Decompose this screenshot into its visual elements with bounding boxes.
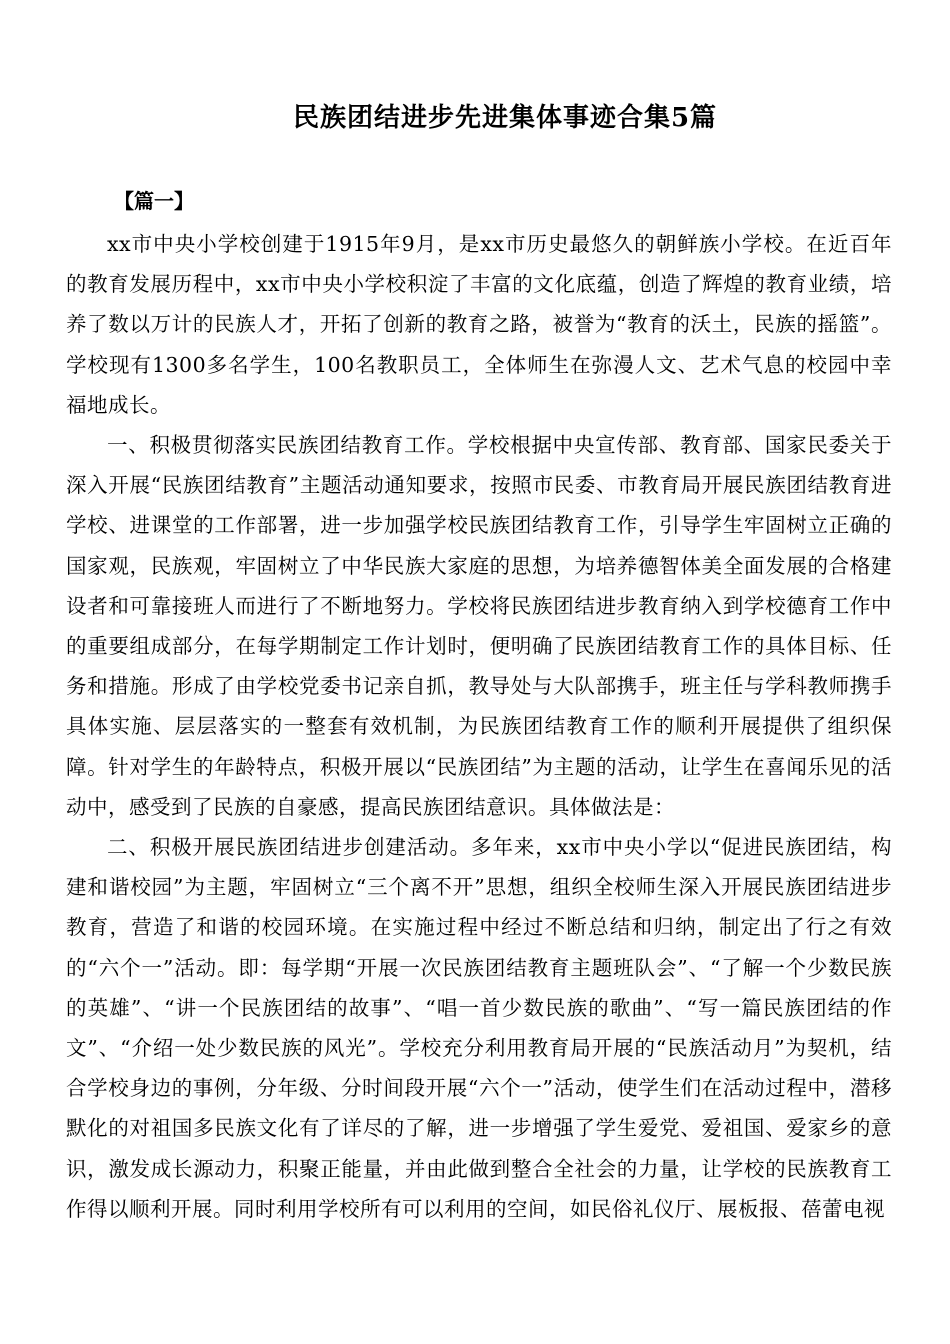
paragraph-section-one: 一、积极贯彻落实民族团结教育工作。学校根据中央宣传部、教育部、国家民委关于深入开展“民族团结教育”主题活动通知要求，按照市民委、市教育局开展民族团结教育进学校、进课堂的工作部署，进一步加强学校民族团结教育工作，引导学生牢固树立正确的国家观，民族观，牢固树立了中华民族大家庭的思想，为培养德智体美全面发展的合格建设者和可靠接班人而进行了不断地努力。学校将民族团结进步教育纳入到学校德育工作中的重要组成部分，在每学期制定工作计划时，便明确了民族团结教育工作的具体目标、任务和措施。形成了由学校党委书记亲自抓，教导处与大队部携手，班主任与学科教师携手具体实施、层层落实的一整套有效机制，为民族团结教育工作的顺利开展提供了组织保障。针对学生的年龄特点，积极开展以“民族团结”为主题的活动，让学生在喜闻乐见的活动中，感受到了民族的自豪感，提高民族团结意识。具体做法是： bbox=[66, 433, 892, 819]
paragraph-section-two: 二、积极开展民族团结进步创建活动。多年来，xx市中央小学以“促进民族团结，构建和谐校园”为主题，牢固树立“三个离不开”思想，组织全校师生深入开展民族团结进步教育，营造了和谐的校园环境。在实施过程中经过不断总结和归纳，制定出了行之有效的“六个一”活动。即：每学期“开展一次民族团结教育主题班队会”、“了解一个少数民族的英雄”、“讲一个民族团结的故事”、“唱一首少数民族的歌曲”、“写一篇民族团结的作文”、“介绍一处少数民族的风光”。学校充分利用教育局开展的“民族活动月”为契机，结合学校身边的事例，分年级、分时间段开展“六个一”活动，使学生们在活动过程中，潜移默化的对祖国多民族文化有了详尽的了解，进一步增强了学生爱党、爱祖国、爱家乡的意识，激发成长源动力，积聚正能量，并由此做到整合全社会的力量，让学校的民族教育工作得以顺利开展。同时利用学校所有可以利用的空间，如民俗礼仪厅、展板报、蓓蕾电视 bbox=[66, 835, 892, 1221]
document-title: 民族团结进步先进集体事迹合集5篇 bbox=[292, 103, 718, 133]
section-label: 【篇一】 bbox=[114, 189, 194, 213]
paragraph-intro: xx市中央小学校创建于1915年9月，是xx市历史最悠久的朝鲜族小学校。在近百年的教育发展历程中，xx市中央小学校积淀了丰富的文化底蕴，创造了辉煌的教育业绩，培养了数以万计的民族人才，开拓了创新的教育之路，被誉为“教育的沃土，民族的摇篮”。学校现有1300多名学生，100名教职员工，全体师生在弥漫人文、艺术气息的校园中幸福地成长。 bbox=[66, 232, 892, 417]
document-body bbox=[66, 224, 892, 1229]
